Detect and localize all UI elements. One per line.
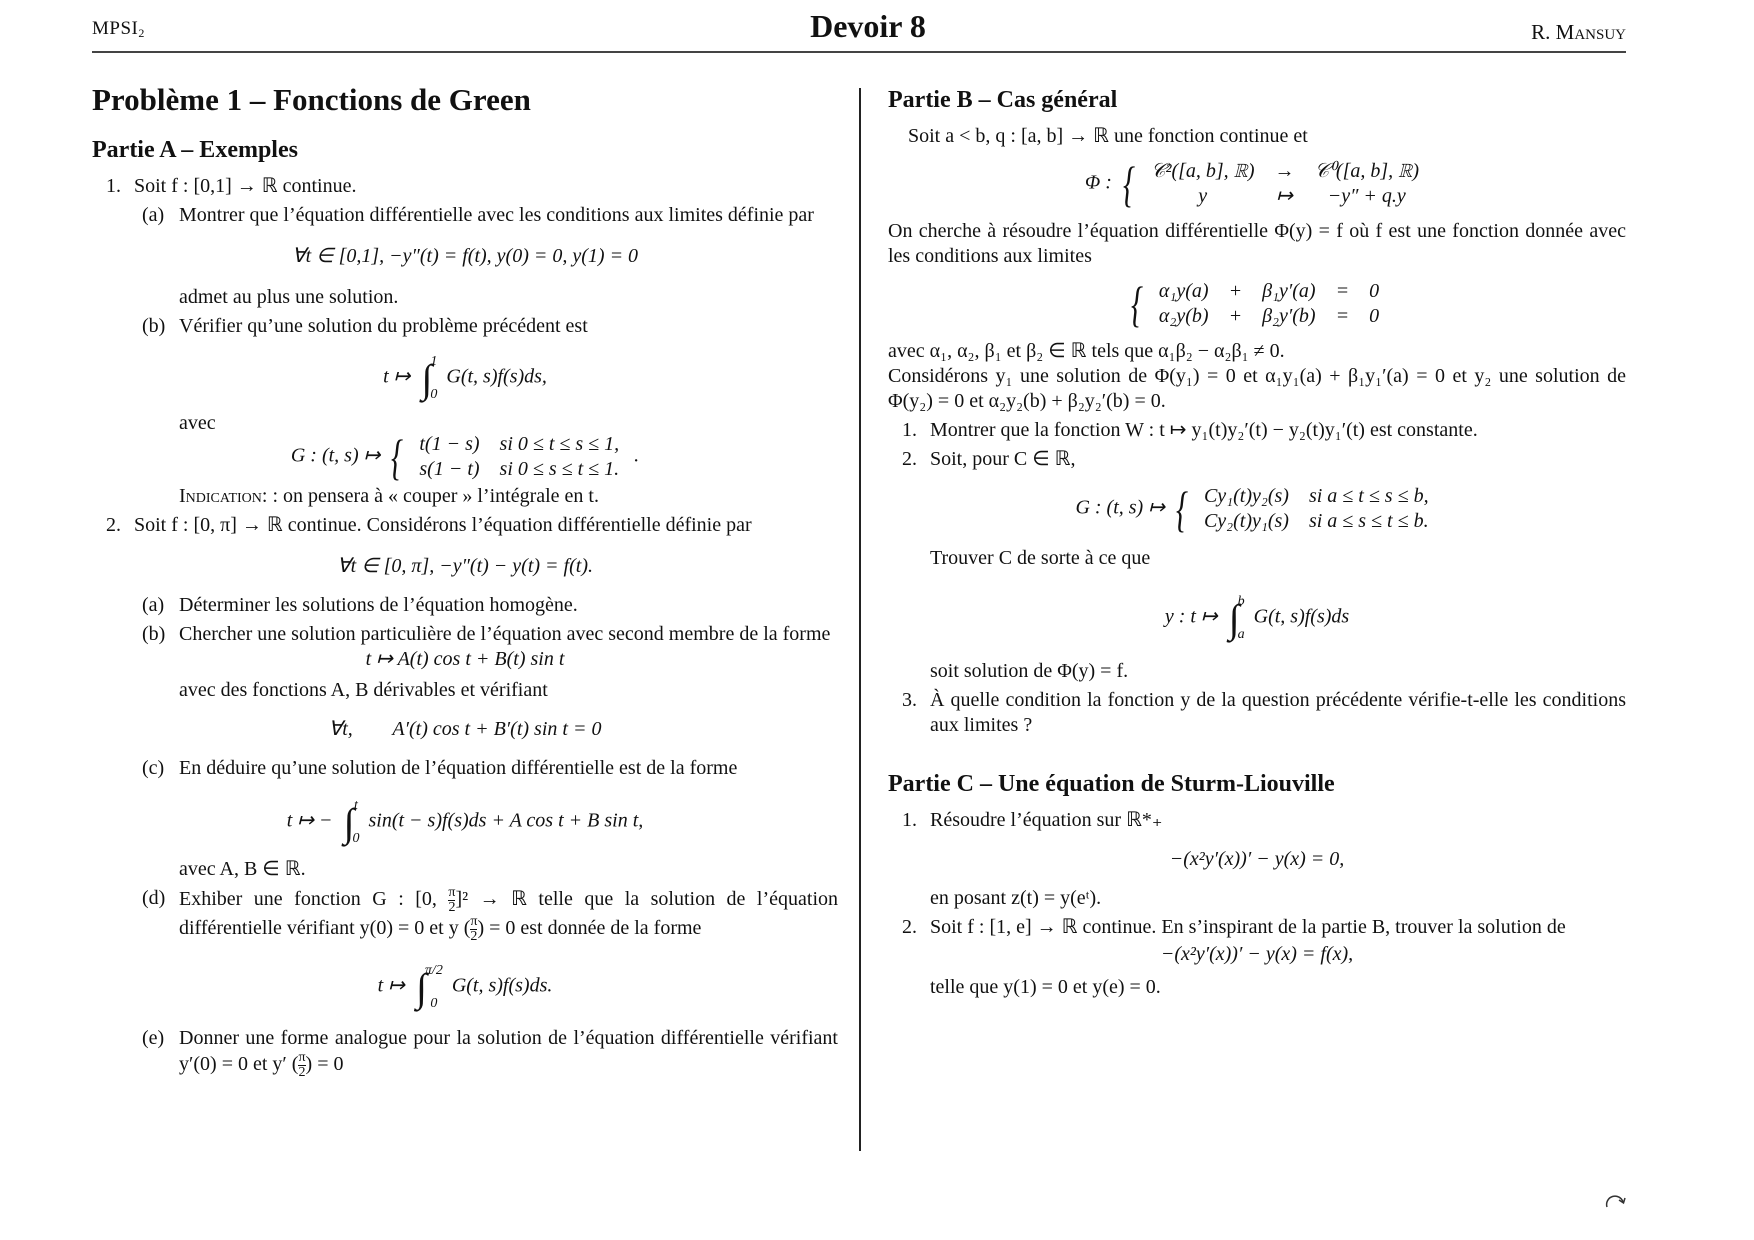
eq-left: t ↦ [383, 365, 411, 388]
question-number: 3. [902, 689, 917, 711]
integral-equation [92, 958, 838, 1016]
question-mid: Trouver C de sorte à ce que [930, 547, 1151, 569]
eq-right: G(t, s)f(s)ds. [451, 974, 553, 997]
bc-op: + [1228, 280, 1243, 302]
part-a-q1-b [92, 314, 838, 509]
part-b-question-3 [888, 688, 1626, 738]
trailing-dot: . [634, 444, 640, 467]
display-equation: −(x²y′(x))′ − y(x) = f(x), [1160, 943, 1354, 965]
image: −y″ + q.y [1327, 185, 1406, 207]
part-b-question-2 [888, 447, 1626, 684]
bc-eq: = [1335, 280, 1350, 302]
mapsto: ↦ [1276, 185, 1293, 207]
problem-title: Problème 1 – Fonctions de Green [92, 82, 531, 117]
eq-right: G(t, s)f(s)ds, [446, 365, 547, 388]
column-separator [859, 88, 861, 1151]
question-text: À quelle condition la fonction y de la question précédente vérifie-t-elle les conditions aux limites ? [930, 689, 1626, 736]
part-b-text-1: On cherche à résoudre l’équation différentielle Φ(y) = f où f est une fonction donnée avec les conditions aux limites [888, 220, 1626, 267]
bc-eq: = [1335, 305, 1350, 327]
document-title: Devoir 8 [810, 8, 926, 44]
piecewise-definition [92, 429, 838, 485]
eq-left: y : t ↦ [1164, 605, 1218, 628]
frac-den: 2 [470, 929, 478, 944]
bc-term: α₁y(a) [1158, 280, 1209, 302]
display-equation: ∀t ∈ [0, π], −y″(t) − y(t) = f(t). [336, 555, 593, 577]
part-a-q2-c [92, 756, 838, 882]
bc-rhs: 0 [1369, 280, 1380, 302]
subquestion-text: Montrer que l’équation différentielle avec les conditions aux limites définie par [179, 204, 814, 226]
subquestion-text: Vérifier qu’une solution du problème précédent est [179, 315, 588, 337]
question-number: 2. [902, 916, 917, 938]
upper-limit: t [354, 798, 358, 813]
question-number: 1. [106, 175, 121, 197]
subquestion-label: (a) [142, 204, 165, 226]
question-number: 1. [902, 809, 917, 831]
phi-label: Φ : [1084, 171, 1112, 194]
hint-label: Indication: [179, 485, 268, 507]
class-name: MPSI [92, 18, 139, 39]
upper-limit: b [1237, 594, 1245, 609]
bc-term: β₂y′(b) [1262, 305, 1316, 327]
question-number: 2. [106, 514, 121, 536]
case-expr: t(1 − s) [419, 433, 480, 455]
frac-den: 2 [448, 900, 456, 915]
cases-table [409, 432, 629, 482]
part-b-question-1 [888, 418, 1626, 443]
part-b-text-3: Considérons y₁ une solution de Φ(y₁) = 0 et α₁y₁(a) + β₁y₁′(a) = 0 et y₂ une solution de Φ(y₂) = 0 et α₂y₂(b) + β₂y₂′(b) = 0. [888, 365, 1626, 412]
part-c-question-1 [888, 808, 1626, 911]
case-cond: si 0 ≤ s ≤ t ≤ 1. [499, 458, 620, 480]
bc-term: β₁y′(a) [1262, 280, 1316, 302]
left-brace: { [391, 429, 404, 485]
subquestion-label: (d) [142, 887, 166, 909]
part-b-intro: Soit a < b, q : [a, b] → ℝ une fonction continue et [908, 125, 1308, 147]
page-turn-icon [1604, 1192, 1628, 1208]
part-a-q2-e [92, 1026, 838, 1080]
text-part: ) = 0 est donnée de la forme [477, 917, 702, 940]
left-brace: { [1175, 481, 1188, 537]
subquestion-mid: avec des fonctions A, B dérivables et vérifiant [179, 679, 548, 701]
lower-limit: 0 [430, 387, 438, 402]
part-a-question-2 [92, 513, 838, 579]
part-c-question-2 [888, 915, 1626, 1000]
integral-sign: ∫ [421, 355, 433, 401]
case-cond: si 0 ≤ t ≤ s ≤ 1, [499, 433, 620, 455]
header-rule [92, 51, 1626, 53]
question-after: soit solution de Φ(y) = f. [930, 660, 1129, 682]
part-a-q2-d [92, 886, 838, 1016]
domain: 𝒞²([a, b], ℝ) [1150, 160, 1255, 182]
part-b-title: Partie B – Cas général [888, 87, 1118, 113]
phi-map-table [1141, 159, 1429, 209]
case-expr: Cy₂(t)y₁(s) [1203, 510, 1289, 532]
case-expr: Cy₁(t)y₂(s) [1203, 485, 1289, 507]
arrow: → [1274, 160, 1295, 182]
text-part: ]² → ℝ telle que la solution de l’équation différentielle vérifiant y(0) = 0 et y ( [179, 888, 838, 940]
part-a-q2-a [92, 593, 838, 618]
cases-table [1194, 484, 1439, 534]
question-text: Montrer que la fonction W : t ↦ y₁(t)y₂′(t) − y₂(t)y₁′(t) est constante. [930, 419, 1478, 441]
cases-block [1125, 276, 1389, 332]
frac-num: π [470, 914, 478, 929]
boundary-conditions [888, 276, 1626, 332]
eq-left: t ↦ [377, 974, 405, 997]
integral-equation [92, 349, 838, 407]
eq-right: G(t, s)f(s)ds [1253, 605, 1350, 628]
cases-block [1117, 156, 1429, 212]
integral-equation [888, 589, 1626, 647]
eq-right: sin(t − s)f(s)ds + A cos t + B sin t, [368, 809, 644, 832]
g-def: G : (t, s) ↦ [290, 444, 381, 467]
text-part: Donner une forme analogue pour la solution de l’équation différentielle vérifiant y′(0) = 0 et y′ ( [179, 1027, 838, 1076]
fraction-pi-over-2 [298, 1051, 305, 1080]
question-intro: Soit f : [0, π] → ℝ continue. Considérons l’équation différentielle définie par [134, 514, 752, 536]
subquestion-text: Chercher une solution particulière de l’équation avec second membre de la forme [179, 623, 831, 645]
subquestion-label: (c) [142, 757, 165, 779]
question-number: 2. [902, 448, 917, 470]
subquestion-label: (a) [142, 594, 165, 616]
integral-sign: ∫ [415, 964, 427, 1010]
part-a-q2-b [92, 622, 838, 742]
lower-limit: 0 [430, 996, 438, 1011]
frac-den: 2 [298, 1065, 306, 1080]
piecewise-definition [888, 481, 1626, 537]
frac-num: π [448, 885, 456, 900]
subquestion-after: avec A, B ∈ ℝ. [179, 858, 306, 880]
variable: y [1198, 185, 1208, 207]
codomain: 𝒞⁰([a, b], ℝ) [1314, 160, 1419, 182]
cases-block [1170, 481, 1439, 537]
subquestion-text [179, 1026, 838, 1080]
case-cond: si a ≤ s ≤ t ≤ b. [1308, 510, 1429, 532]
question-text: Résoudre l’équation sur ℝ*₊ [930, 809, 1163, 831]
integral-limits [425, 958, 443, 1016]
bc-table [1149, 279, 1389, 329]
part-a-question-1 [92, 174, 838, 199]
display-equation: t ↦ A(t) cos t + B(t) sin t [365, 648, 565, 670]
lower-limit: a [1237, 627, 1245, 642]
cases-block [385, 429, 629, 485]
text-part: ) = 0 [305, 1053, 344, 1076]
integral-equation [92, 793, 838, 851]
upper-limit: π/2 [424, 963, 443, 978]
author-name: R. Mansuy [1531, 20, 1626, 44]
part-b-text-2: avec α₁, α₂, β₁ et β₂ ∈ ℝ tels que α₁β₂ − α₂β₁ ≠ 0. [888, 340, 1285, 362]
part-a-title: Partie A – Exemples [92, 137, 298, 163]
question-number: 1. [902, 419, 917, 441]
integral-sign: ∫ [1228, 595, 1240, 641]
case-expr: s(1 − t) [419, 458, 480, 480]
question-text: Soit f : [1, e] → ℝ continue. En s’inspirant de la partie B, trouver la solution de [930, 916, 1566, 938]
g-def: G : (t, s) ↦ [1075, 496, 1165, 519]
left-brace: { [1122, 156, 1135, 212]
hint-text: : on pensera à « couper » l’intégrale en t. [267, 485, 599, 507]
subquestion-after: admet au plus une solution. [179, 286, 399, 308]
avec-text: avec [179, 412, 216, 434]
bc-rhs: 0 [1369, 305, 1380, 327]
part-a-q1-a [92, 203, 838, 310]
display-equation: ∀t ∈ [0,1], −y″(t) = f(t), y(0) = 0, y(1) = 0 [291, 245, 639, 267]
question-intro: Soit f : [0,1] → ℝ continue. [134, 175, 357, 197]
subquestion-label: (b) [142, 623, 166, 645]
question-after: telle que y(1) = 0 et y(e) = 0. [930, 976, 1161, 998]
question-text: Soit, pour C ∈ ℝ, [930, 448, 1076, 470]
class-subscript: 2 [138, 26, 145, 40]
question-after: en posant z(t) = y(eᵗ). [930, 887, 1102, 909]
subquestion-text: Déterminer les solutions de l’équation homogène. [179, 594, 578, 616]
eq-left: t ↦ − [286, 809, 333, 832]
subquestion-text [179, 886, 838, 944]
bc-op: + [1228, 305, 1243, 327]
part-c-title: Partie C – Une équation de Sturm-Liouville [888, 771, 1335, 797]
hint [179, 484, 838, 509]
phi-definition [888, 156, 1626, 212]
display-equation: −(x²y′(x))′ − y(x) = 0, [1169, 848, 1345, 870]
case-cond: si a ≤ t ≤ s ≤ b, [1308, 485, 1429, 507]
left-brace: { [1130, 276, 1143, 332]
integral-sign: ∫ [343, 799, 355, 845]
left-column [92, 80, 838, 1080]
upper-limit: 1 [430, 354, 438, 369]
subquestion-label: (b) [142, 315, 166, 337]
frac-num: π [298, 1050, 306, 1065]
subquestion-label: (e) [142, 1027, 165, 1049]
subquestion-text: En déduire qu’une solution de l’équation différentielle est de la forme [179, 757, 738, 779]
text-part: Exhiber une fonction G : [0, [179, 888, 449, 911]
lower-limit: 0 [352, 831, 360, 846]
display-equation: ∀t, A′(t) cos t + B′(t) sin t = 0 [328, 718, 602, 740]
right-column [888, 84, 1626, 1000]
bc-term: α₂y(b) [1158, 305, 1209, 327]
